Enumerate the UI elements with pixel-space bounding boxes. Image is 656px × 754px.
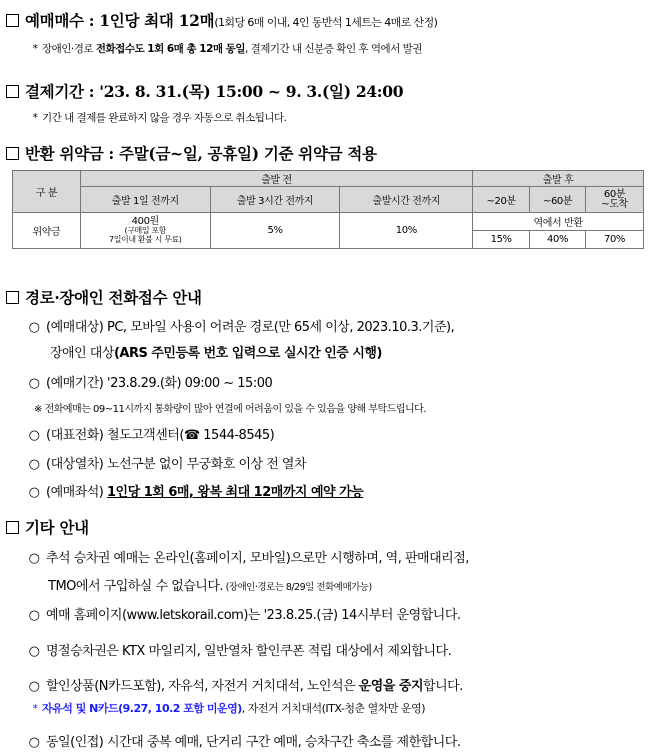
section-1-title: 예매매수 : 1인당 최대 12매 bbox=[25, 11, 215, 30]
header-text: ~도착 bbox=[601, 198, 628, 210]
note-text: , 자전거 거치대석(ITX-청춘 열차만 운영) bbox=[241, 702, 426, 715]
note-text: , 결제기간 내 신분증 확인 후 역에서 발권 bbox=[244, 43, 422, 55]
section-4-heading bbox=[6, 286, 656, 308]
item-bold-text: 운영을 중지 bbox=[358, 679, 424, 694]
item-text: 예매 홈페이지(www.letskorail.com)는 '23.8.25.(금) 14시부터 운영합니다. bbox=[46, 608, 461, 623]
row-label-penalty: 위약금 bbox=[13, 213, 81, 249]
item-text: 1544-8545) bbox=[199, 428, 275, 443]
note-text: 전화예매는 09~11시까지 통화량이 많아 연결에 어려움이 있을 수 있음을 양해 부탁드립니다. bbox=[44, 404, 426, 415]
list-item-note bbox=[28, 700, 656, 716]
item-bold-underline-text: 1인당 1회 6매, 왕복 최대 12매까지 예약 가능 bbox=[107, 485, 364, 500]
header-1day-before: 출발 1일 전까지 bbox=[80, 187, 210, 213]
reference-mark-icon: ※ bbox=[34, 404, 42, 415]
item-text: 장애인 대상 bbox=[50, 346, 114, 361]
item-text: (대상열차) 노선구분 없이 무궁화호 이상 전 열차 bbox=[46, 457, 307, 472]
refund-penalty-table bbox=[12, 170, 644, 249]
checkbox-square-icon bbox=[6, 14, 19, 27]
list-item bbox=[22, 604, 656, 623]
cell-station-refund: 역에서 반환 bbox=[473, 213, 644, 231]
cell-10pct: 10% bbox=[340, 213, 473, 249]
header-text: 60분 bbox=[603, 188, 626, 200]
note-bold-text: 전화접수도 1회 6매 총 12매 동일 bbox=[95, 43, 245, 55]
section-2-title: 결제기간 : '23. 8. 31.(목) 15:00 ~ 9. 3.(일) 24:00 bbox=[25, 82, 404, 101]
header-before-departure-time: 출발시간 전까지 bbox=[340, 187, 473, 213]
circle-bullet-icon: ○ bbox=[28, 485, 40, 500]
circle-bullet-icon: ○ bbox=[28, 376, 40, 391]
cell-sub-text: 7일이내 환불 시 무료) bbox=[109, 235, 182, 244]
item-text: (예매대상) PC, 모바일 사용이 어려운 경로(만 65세 이상, 2023.10.3.기준), bbox=[46, 320, 455, 335]
cell-main-text: 400원 bbox=[131, 216, 159, 227]
note-text: 장애인·경로 bbox=[42, 43, 96, 55]
section-1-heading bbox=[6, 9, 656, 31]
header-60min-arrival bbox=[586, 187, 644, 213]
cell-15pct: 15% bbox=[473, 231, 530, 249]
circle-bullet-icon: ○ bbox=[28, 679, 40, 694]
checkbox-square-icon bbox=[6, 85, 19, 98]
circle-bullet-icon: ○ bbox=[28, 457, 40, 472]
list-item bbox=[22, 547, 656, 566]
checkbox-square-icon bbox=[6, 291, 19, 304]
section-4-title: 경로·장애인 전화접수 안내 bbox=[25, 288, 202, 307]
circle-bullet-icon: ○ bbox=[28, 551, 40, 566]
item-bold-text: (ARS 주민등록 번호 입력으로 실시간 인증 시행) bbox=[113, 346, 382, 361]
list-item bbox=[22, 316, 656, 335]
list-item bbox=[22, 640, 656, 659]
cell-400won bbox=[80, 213, 210, 249]
cell-70pct: 70% bbox=[586, 231, 644, 249]
cell-40pct: 40% bbox=[530, 231, 586, 249]
list-item bbox=[22, 675, 656, 694]
section-2-note bbox=[28, 110, 656, 125]
list-item bbox=[22, 453, 656, 472]
list-item bbox=[22, 372, 656, 391]
asterisk-icon: * bbox=[32, 702, 38, 715]
circle-bullet-icon: ○ bbox=[28, 320, 40, 335]
circle-bullet-icon: ○ bbox=[28, 428, 40, 443]
note-text: 기간 내 결제를 완료하지 않을 경우 자동으로 취소됩니다. bbox=[42, 112, 287, 124]
item-text: 합니다. bbox=[423, 679, 463, 694]
list-item-continuation bbox=[50, 342, 656, 361]
item-text: TMO에서 구입하실 수 없습니다. bbox=[48, 579, 224, 594]
section-5-heading bbox=[6, 516, 656, 538]
header-3hours-before: 출발 3시간 전까지 bbox=[210, 187, 340, 213]
section-3-heading bbox=[6, 142, 656, 164]
cell-5pct: 5% bbox=[210, 213, 340, 249]
phone-icon: ☎ bbox=[183, 428, 200, 443]
item-text: 명절승차권은 KTX 마일리지, 일반열차 할인쿠폰 적립 대상에서 제외합니다. bbox=[46, 644, 452, 659]
circle-bullet-icon: ○ bbox=[28, 644, 40, 659]
asterisk-icon: * bbox=[32, 43, 38, 55]
phone-note bbox=[34, 400, 656, 415]
section-3-title: 반환 위약금 : 주말(금~일, 공휴일) 기준 위약금 적용 bbox=[25, 144, 377, 163]
header-after-departure: 출발 후 bbox=[473, 171, 644, 187]
list-item bbox=[22, 424, 656, 443]
note-blue-text: 자유석 및 N카드(9.27, 10.2 포함 미운영) bbox=[42, 702, 242, 715]
list-item bbox=[22, 731, 656, 750]
item-small-text: (장애인·경로는 8/29일 전화예매가능) bbox=[223, 582, 372, 593]
item-text: (대표전화) 철도고객센터( bbox=[46, 428, 184, 443]
checkbox-square-icon bbox=[6, 147, 19, 160]
item-text: (예매기간) '23.8.29.(화) 09:00 ~ 15:00 bbox=[46, 376, 273, 391]
section-5-title: 기타 안내 bbox=[25, 518, 89, 537]
list-item-continuation bbox=[48, 575, 656, 594]
item-text: (예매좌석) bbox=[46, 485, 108, 500]
asterisk-icon: * bbox=[32, 112, 38, 124]
cell-sub-text: (구매일 포함 bbox=[124, 226, 167, 235]
header-before-departure: 출발 전 bbox=[80, 171, 472, 187]
item-text: 동일(인접) 시간대 중복 예매, 단거리 구간 예매, 승차구간 축소를 제한합니다. bbox=[46, 735, 461, 750]
checkbox-square-icon bbox=[6, 521, 19, 534]
circle-bullet-icon: ○ bbox=[28, 608, 40, 623]
list-item bbox=[22, 481, 656, 500]
item-text: 할인상품(N카드포함), 자유석, 자전거 거치대석, 노인석은 bbox=[46, 679, 359, 694]
section-1-title-note: (1회당 6매 이내, 4인 동반석 1세트는 4매로 산정) bbox=[214, 16, 438, 29]
header-60min: ~60분 bbox=[530, 187, 586, 213]
section-2-heading bbox=[6, 80, 656, 102]
item-text: 추석 승차권 예매는 온라인(홈페이지, 모바일)으로만 시행하며, 역, 판매대리점, bbox=[46, 551, 469, 566]
header-gubun: 구 분 bbox=[13, 171, 81, 213]
header-20min: ~20분 bbox=[473, 187, 530, 213]
circle-bullet-icon: ○ bbox=[28, 735, 40, 750]
section-1-note bbox=[28, 41, 656, 56]
